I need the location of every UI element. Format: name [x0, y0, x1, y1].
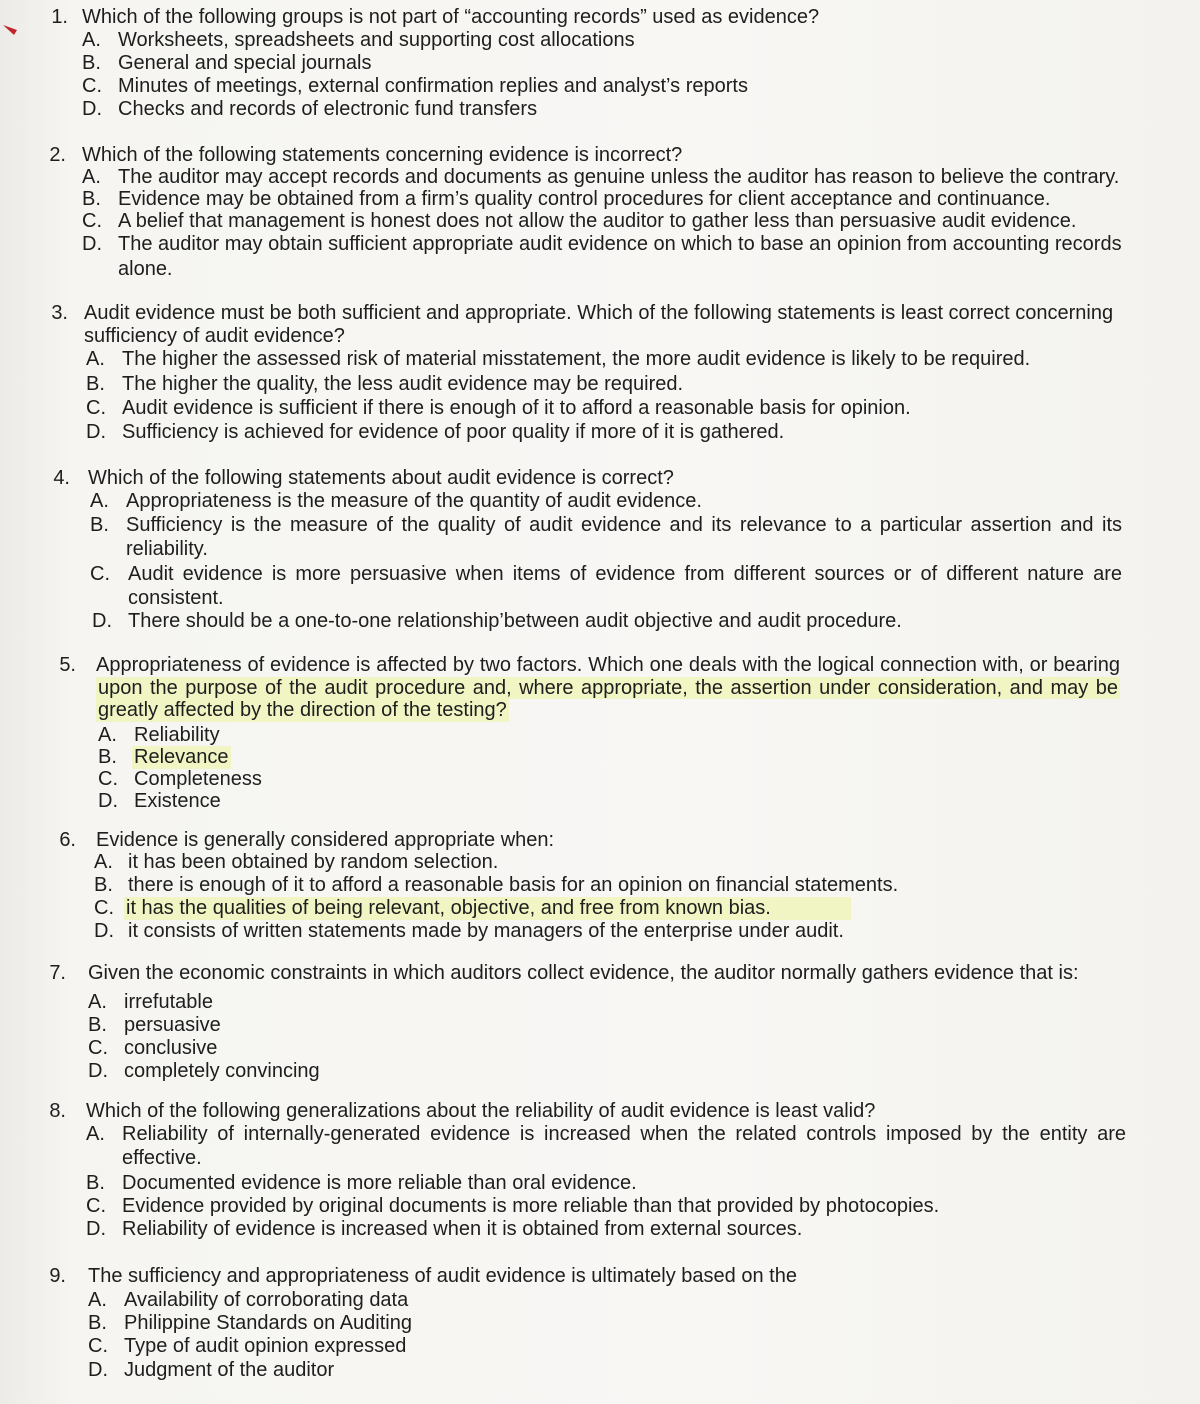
option-text: persuasive	[124, 1014, 221, 1036]
option-text: General and special journals	[118, 52, 372, 74]
option-letter: B.	[90, 514, 109, 536]
stem-line: sufficiency of audit evidence?	[84, 324, 345, 347]
option-text-continued: alone.	[118, 258, 173, 280]
question-stem	[84, 302, 1124, 347]
option-text: completely convincing	[124, 1060, 320, 1082]
question-number: 2.	[49, 144, 66, 166]
option-text: Type of audit opinion expressed	[124, 1335, 407, 1357]
question-stem	[88, 1265, 1128, 1288]
option-text: The higher the assessed risk of material misstatement, the more audit evidence is likely to be required.	[122, 348, 1031, 370]
option-letter: A.	[88, 991, 107, 1013]
option-text: Audit evidence is sufficient if there is enough of it to afford a reasonable basis for opinion.	[122, 397, 911, 419]
option-letter: D.	[88, 1060, 108, 1082]
stem-line: Which of the following groups is not part of “accounting records” used as evidence?	[82, 6, 820, 28]
option-letter: A.	[86, 348, 105, 370]
option-letter: D.	[82, 98, 102, 120]
option-letter: A.	[90, 490, 109, 512]
option-text: Existence	[134, 790, 221, 812]
stem-line: Appropriateness of evidence is affected by two factors. Which one deals with the logical connection with, or bearing	[96, 654, 1120, 676]
option-text: A belief that management is honest does not allow the auditor to gather less than persuasive audit evidence.	[118, 210, 1077, 232]
stem-line: The sufficiency and appropriateness of audit evidence is ultimately based on the	[88, 1265, 797, 1287]
option-letter: C.	[94, 897, 114, 919]
option-text: Evidence may be obtained from a firm’s quality control procedures for client acceptance and continuance.	[118, 188, 1051, 210]
option-text: Philippine Standards on Auditing	[124, 1312, 412, 1334]
option-letter: D.	[94, 920, 114, 942]
question-stem	[86, 1100, 1126, 1123]
question-stem	[82, 6, 1122, 29]
question-number: 3.	[51, 302, 68, 324]
option-text: Appropriateness is the measure of the quantity of audit evidence.	[126, 490, 702, 512]
option-letter: C.	[82, 210, 102, 232]
option-text: it consists of written statements made by managers of the enterprise under audit.	[128, 920, 844, 942]
option-text: Documented evidence is more reliable than oral evidence.	[122, 1172, 637, 1194]
option-letter: C.	[88, 1037, 108, 1059]
option-letter: A.	[86, 1123, 105, 1145]
stem-line-highlighted: upon the purpose of the audit procedure and, where appropriate, the assertion under consideration, and may be	[98, 676, 1118, 699]
option-text-continued: reliability.	[126, 538, 208, 560]
stem-line: Which of the following generalizations about the reliability of audit evidence is least valid?	[86, 1100, 876, 1122]
option-text: Availability of corroborating data	[124, 1289, 409, 1311]
option-text: Sufficiency is the measure of the quality of audit evidence and its relevance to a particular assertion and its	[126, 514, 1122, 536]
option-text: Audit evidence is more persuasive when items of evidence from different sources or of different nature are	[128, 563, 1122, 585]
question-number: 8.	[49, 1100, 66, 1122]
option-letter: B.	[82, 188, 101, 210]
option-text-highlighted: Relevance	[134, 746, 229, 768]
option-letter: D.	[92, 610, 112, 632]
question-number: 1.	[51, 6, 68, 28]
option-letter: B.	[88, 1014, 107, 1036]
option-letter: A.	[82, 166, 101, 188]
option-letter: B.	[94, 874, 113, 896]
option-text: There should be a one-to-one relationship’between audit objective and audit procedure.	[128, 610, 902, 632]
stem-line: Evidence is generally considered appropriate when:	[96, 829, 555, 851]
stem-line: Audit evidence must be both sufficient and appropriate. Which of the following statements is least correct concerning	[84, 302, 1114, 324]
question-number: 5.	[59, 654, 76, 676]
question-number: 4.	[53, 467, 70, 489]
option-text: it has been obtained by random selection.	[128, 851, 499, 873]
option-text: there is enough of it to afford a reasonable basis for an opinion on financial statements.	[128, 874, 899, 896]
stem-line-highlighted: greatly affected by the direction of the testing?	[98, 699, 507, 721]
question-stem	[88, 467, 1128, 490]
option-letter: A.	[98, 724, 117, 746]
option-text: Evidence provided by original documents is more reliable than that provided by photocopies.	[122, 1195, 940, 1217]
option-text-highlighted: it has the qualities of being relevant, objective, and free from known bias.	[124, 897, 851, 920]
red-pen-mark	[2, 22, 24, 36]
question-number: 6.	[59, 829, 76, 851]
option-letter: B.	[86, 373, 105, 395]
question-number: 9.	[49, 1265, 66, 1287]
option-text: Sufficiency is achieved for evidence of poor quality if more of it is gathered.	[122, 421, 785, 443]
question-number: 7.	[49, 962, 66, 984]
question-stem	[82, 144, 1122, 167]
option-text-continued: effective.	[122, 1147, 202, 1169]
option-text: The higher the quality, the less audit evidence may be required.	[122, 373, 684, 395]
stem-line: Given the economic constraints in which auditors collect evidence, the auditor normally gathers evidence that is:	[88, 962, 1079, 984]
option-letter: D.	[88, 1359, 108, 1381]
option-text: Checks and records of electronic fund transfers	[118, 98, 538, 120]
option-text: Reliability of internally-generated evidence is increased when the related controls imposed by the entity are	[122, 1123, 1126, 1145]
option-text: The auditor may accept records and documents as genuine unless the auditor has reason to believe the contrary.	[118, 166, 1120, 188]
option-letter: A.	[94, 851, 113, 873]
option-text: conclusive	[124, 1037, 218, 1059]
option-letter: D.	[82, 233, 102, 255]
option-text: Worksheets, spreadsheets and supporting cost allocations	[118, 29, 635, 51]
option-letter: D.	[86, 1218, 106, 1240]
option-text: The auditor may obtain sufficient appropriate audit evidence on which to base an opinion from accounting records	[118, 233, 1122, 255]
option-letter: B.	[86, 1172, 105, 1194]
option-letter: C.	[86, 1195, 106, 1217]
option-letter: C.	[88, 1335, 108, 1357]
option-letter: C.	[90, 563, 110, 585]
option-text: Completeness	[134, 768, 262, 790]
stem-line: Which of the following statements about audit evidence is correct?	[88, 467, 674, 489]
option-text: Judgment of the auditor	[124, 1359, 335, 1381]
option-letter: C.	[82, 75, 102, 97]
option-letter: D.	[98, 790, 118, 812]
option-letter: A.	[82, 29, 101, 51]
option-text: Minutes of meetings, external confirmation replies and analyst’s reports	[118, 75, 748, 97]
option-letter: B.	[82, 52, 101, 74]
option-letter: D.	[86, 421, 106, 443]
option-text-continued: consistent.	[128, 587, 224, 609]
option-letter: C.	[86, 397, 106, 419]
option-letter: B.	[98, 746, 117, 768]
question-stem	[96, 654, 1120, 722]
option-letter: B.	[88, 1312, 107, 1334]
question-stem	[88, 962, 1128, 985]
stem-line: Which of the following statements concerning evidence is incorrect?	[82, 144, 683, 166]
option-letter: A.	[88, 1289, 107, 1311]
question-stem	[96, 829, 1096, 852]
option-text: Reliability	[134, 724, 220, 746]
option-letter: C.	[98, 768, 118, 790]
option-text: irrefutable	[124, 991, 213, 1013]
option-text: Reliability of evidence is increased when it is obtained from external sources.	[122, 1218, 803, 1240]
